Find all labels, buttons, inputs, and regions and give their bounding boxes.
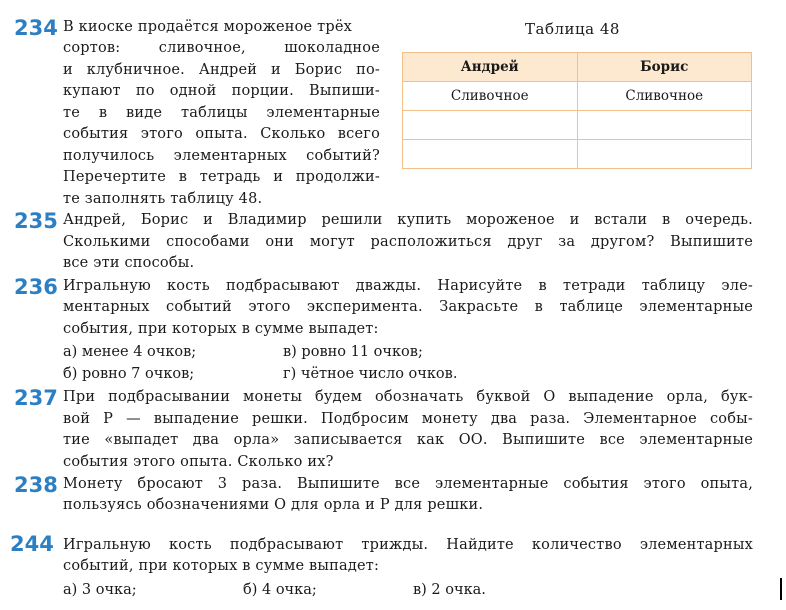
table-cell bbox=[577, 111, 752, 140]
table-caption: Таблица 48 bbox=[525, 20, 620, 38]
answer-option: а) 3 очка; bbox=[63, 582, 137, 598]
problem-number: 244 bbox=[10, 532, 54, 556]
table-header-row bbox=[403, 53, 752, 82]
answer-option: в) 2 очка. bbox=[413, 582, 486, 598]
problem-text-line: купают по одной порции. Выпиши- bbox=[63, 83, 380, 99]
problem-text-line: события этого опыта. Сколько всего bbox=[63, 126, 380, 142]
answer-option: б) ровно 7 очков; bbox=[63, 366, 195, 382]
table-row bbox=[403, 111, 752, 140]
problem-text-line: события, при которых в сумме выпадет: bbox=[63, 321, 379, 337]
table-cell bbox=[403, 140, 578, 169]
problem-text-line: Монету бросают 3 раза. Выпишите все элементарные события этого опыта, bbox=[63, 476, 753, 492]
answer-option: в) ровно 11 очков; bbox=[283, 344, 423, 360]
table-row bbox=[403, 140, 752, 169]
problem-text-line: пользуясь обозначениями О для орла и Р для решки. bbox=[63, 497, 484, 513]
problem-text-line: Перечертите в тетрадь и продолжи- bbox=[63, 169, 380, 185]
problem-text-line: При подбрасывании монеты будем обозначать буквой О выпадение орла, бук- bbox=[63, 389, 753, 405]
problem-text-line: Игральную кость подбрасывают дважды. Нарисуйте в тетради таблицу эле- bbox=[63, 278, 753, 294]
problem-number: 237 bbox=[14, 386, 58, 410]
table-cell: Сливочное bbox=[403, 82, 578, 111]
problem-text-line: Игральную кость подбрасывают трижды. Найдите количество элементарных bbox=[63, 537, 753, 553]
problem-text-line: В киоске продаётся мороженое трёх bbox=[63, 19, 353, 35]
answer-option: б) 4 очка; bbox=[243, 582, 317, 598]
problem-text-line: события этого опыта. Сколько их? bbox=[63, 454, 334, 470]
problem-text-line: Сколькими способами они могут расположиться друг за другом? Выпишите bbox=[63, 234, 753, 250]
problem-text-line: вой Р — выпадение решки. Подбросим монету два раза. Элементарное собы- bbox=[63, 411, 753, 427]
table-header-cell: Борис bbox=[577, 53, 752, 82]
problem-text-line: Андрей, Борис и Владимир решили купить мороженое и встали в очередь. bbox=[63, 212, 753, 228]
problem-number: 235 bbox=[14, 209, 58, 233]
table-cell: Сливочное bbox=[577, 82, 752, 111]
table-header-cell: Андрей bbox=[403, 53, 578, 82]
problem-number: 238 bbox=[14, 473, 58, 497]
answer-option: а) менее 4 очков; bbox=[63, 344, 197, 360]
problem-number: 236 bbox=[14, 275, 58, 299]
problem-text-line: все эти способы. bbox=[63, 255, 195, 271]
problem-text-line: событий, при которых в сумме выпадет: bbox=[63, 558, 380, 574]
table-cell bbox=[403, 111, 578, 140]
answer-option: г) чётное число очков. bbox=[283, 366, 458, 382]
table-48 bbox=[402, 52, 752, 169]
problem-text-line: получилось элементарных событий? bbox=[63, 148, 380, 164]
problem-text-line: те в виде таблицы элементарные bbox=[63, 105, 380, 121]
problem-text-line: те заполнять таблицу 48. bbox=[63, 191, 263, 207]
text-cursor bbox=[780, 578, 782, 600]
problem-text-line: и клубничное. Андрей и Борис по- bbox=[63, 62, 380, 78]
problem-number: 234 bbox=[14, 16, 58, 40]
table-cell bbox=[577, 140, 752, 169]
table-row bbox=[403, 82, 752, 111]
problem-text-line: ментарных событий этого эксперимента. Закрасьте в таблице элементарные bbox=[63, 299, 753, 315]
problem-text-line: тие «выпадет два орла» записывается как ОО. Выпишите все элементарные bbox=[63, 432, 753, 448]
problem-text-line: сортов: сливочное, шоколадное bbox=[63, 40, 380, 56]
